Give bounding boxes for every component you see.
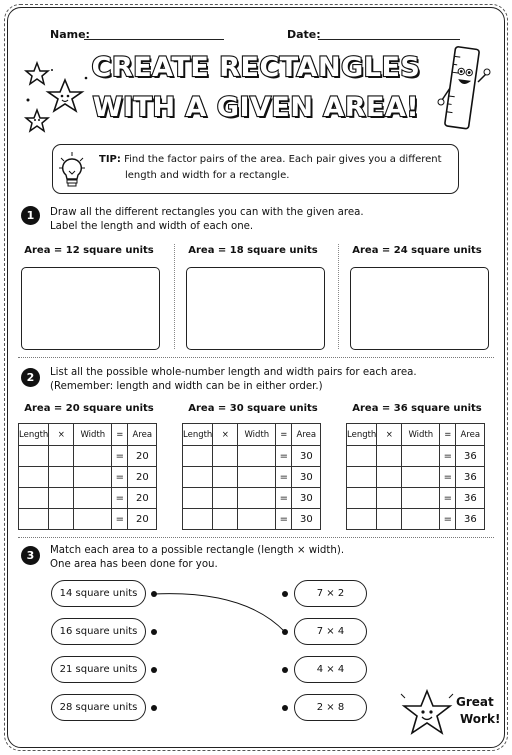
area-cell: 36 <box>456 509 485 530</box>
q3-instruction-1: Match each area to a possible rectangle (length × width). <box>50 545 345 556</box>
table-header: Width <box>74 424 112 446</box>
times-cell <box>49 509 74 530</box>
times-cell <box>377 446 402 467</box>
table-header: × <box>49 424 74 446</box>
length-cell[interactable] <box>183 446 213 467</box>
q2-table-title: Area = 36 square units <box>352 403 482 414</box>
question-1-badge: 1 <box>21 206 40 225</box>
rectangle-option[interactable]: 7 × 4 <box>294 618 367 645</box>
table-header: = <box>440 424 456 446</box>
lightbulb-icon <box>59 151 85 189</box>
q2-instruction-1: List all the possible whole-number length and width pairs for each area. <box>50 367 417 378</box>
times-cell <box>213 467 238 488</box>
equals-cell: = <box>112 446 128 467</box>
table-row <box>183 509 321 530</box>
table-header: Length <box>183 424 213 446</box>
tip-text-1: Find the factor pairs of the area. Each pair gives you a different <box>124 154 442 165</box>
match-line <box>150 585 290 635</box>
table-header: = <box>276 424 292 446</box>
width-cell[interactable] <box>238 467 276 488</box>
area-cell: 20 <box>128 467 157 488</box>
area-option[interactable]: 21 square units <box>51 656 146 683</box>
times-cell <box>213 446 238 467</box>
great-text: Great <box>456 695 494 709</box>
area-cell: 30 <box>292 467 321 488</box>
match-dot[interactable] <box>282 667 288 673</box>
equals-cell: = <box>440 467 456 488</box>
length-cell[interactable] <box>19 509 49 530</box>
drawing-area[interactable] <box>186 267 325 350</box>
rectangle-option[interactable]: 7 × 2 <box>294 580 367 607</box>
column-divider <box>338 244 339 349</box>
equals-cell: = <box>276 488 292 509</box>
length-cell[interactable] <box>19 467 49 488</box>
rectangle-option[interactable]: 2 × 8 <box>294 694 367 721</box>
question-2-badge: 2 <box>21 368 40 387</box>
length-cell[interactable] <box>347 509 377 530</box>
length-cell[interactable] <box>347 488 377 509</box>
table-header: Area <box>456 424 485 446</box>
q1-instruction-2: Label the length and width of each one. <box>50 221 254 232</box>
length-cell[interactable] <box>19 488 49 509</box>
table-header: × <box>377 424 402 446</box>
equals-cell: = <box>112 467 128 488</box>
equals-cell: = <box>276 467 292 488</box>
question-3-badge: 3 <box>21 546 40 565</box>
table-row <box>19 488 157 509</box>
area-cell: 20 <box>128 488 157 509</box>
equals-cell: = <box>276 509 292 530</box>
section-divider <box>18 537 494 538</box>
equals-cell: = <box>112 509 128 530</box>
star-character-icon <box>398 688 456 738</box>
length-cell[interactable] <box>347 467 377 488</box>
table-header: = <box>112 424 128 446</box>
times-cell <box>49 446 74 467</box>
width-cell[interactable] <box>402 509 440 530</box>
area-option[interactable]: 28 square units <box>51 694 146 721</box>
table-row <box>19 467 157 488</box>
times-cell <box>213 488 238 509</box>
width-cell[interactable] <box>402 446 440 467</box>
q2-instruction-2: (Remember: length and width can be in either order.) <box>50 381 323 392</box>
times-cell <box>377 509 402 530</box>
width-cell[interactable] <box>74 446 112 467</box>
match-dot[interactable] <box>282 705 288 711</box>
tip-box <box>52 144 459 194</box>
length-cell[interactable] <box>347 446 377 467</box>
q1-area-label: Area = 24 square units <box>352 245 482 256</box>
q1-area-label: Area = 12 square units <box>24 245 154 256</box>
width-cell[interactable] <box>238 509 276 530</box>
length-cell[interactable] <box>183 467 213 488</box>
table-header: Length <box>19 424 49 446</box>
length-cell[interactable] <box>183 488 213 509</box>
match-dot[interactable] <box>151 705 157 711</box>
q1-area-label: Area = 18 square units <box>188 245 318 256</box>
times-cell <box>213 509 238 530</box>
equals-cell: = <box>440 488 456 509</box>
table-row <box>347 467 485 488</box>
tip-text-2: length and width for a rectangle. <box>125 170 290 181</box>
table-row <box>183 488 321 509</box>
title-line-2: WITH A GIVEN AREA! <box>92 92 420 123</box>
table-row <box>183 467 321 488</box>
table-row <box>19 446 157 467</box>
length-cell[interactable] <box>183 509 213 530</box>
match-dot[interactable] <box>151 667 157 673</box>
table-header: Width <box>238 424 276 446</box>
width-cell[interactable] <box>74 509 112 530</box>
q2-table-title: Area = 20 square units <box>24 403 154 414</box>
times-cell <box>49 488 74 509</box>
width-cell[interactable] <box>238 446 276 467</box>
q3-instruction-2: One area has been done for you. <box>50 559 218 570</box>
equals-cell: = <box>276 446 292 467</box>
factor-pairs-table <box>182 423 321 530</box>
q2-table-title: Area = 30 square units <box>188 403 318 414</box>
drawing-area[interactable] <box>21 267 160 350</box>
width-cell[interactable] <box>74 488 112 509</box>
table-header: Length <box>347 424 377 446</box>
date-field[interactable] <box>318 39 460 40</box>
date-label: Date: <box>287 28 321 41</box>
table-header: Width <box>402 424 440 446</box>
area-cell: 30 <box>292 446 321 467</box>
section-divider <box>18 357 494 358</box>
table-header: × <box>213 424 238 446</box>
area-cell: 20 <box>128 509 157 530</box>
equals-cell: = <box>112 488 128 509</box>
times-cell <box>49 467 74 488</box>
area-cell: 30 <box>292 509 321 530</box>
title-line-1: CREATE RECTANGLES <box>91 52 421 83</box>
factor-pairs-table <box>18 423 157 530</box>
width-cell[interactable] <box>238 488 276 509</box>
name-label: Name: <box>50 28 90 41</box>
area-cell: 20 <box>128 446 157 467</box>
table-row <box>347 446 485 467</box>
equals-cell: = <box>440 509 456 530</box>
work-text: Work! <box>460 712 501 726</box>
table-row <box>347 488 485 509</box>
name-field[interactable] <box>84 39 224 40</box>
area-cell: 36 <box>456 467 485 488</box>
ruler-character-icon <box>434 42 494 134</box>
times-cell <box>377 467 402 488</box>
tip-label: TIP: <box>99 154 121 165</box>
area-option[interactable]: 16 square units <box>51 618 146 645</box>
length-cell[interactable] <box>19 446 49 467</box>
drawing-area[interactable] <box>350 267 489 350</box>
rectangle-option[interactable]: 4 × 4 <box>294 656 367 683</box>
width-cell[interactable] <box>402 467 440 488</box>
q1-instruction-1: Draw all the different rectangles you can with the given area. <box>50 207 364 218</box>
factor-pairs-table <box>346 423 485 530</box>
times-cell <box>377 488 402 509</box>
area-cell: 30 <box>292 488 321 509</box>
area-option[interactable]: 14 square units <box>51 580 146 607</box>
area-cell: 36 <box>456 488 485 509</box>
column-divider <box>174 244 175 349</box>
width-cell[interactable] <box>74 467 112 488</box>
table-header: Area <box>128 424 157 446</box>
area-cell: 36 <box>456 446 485 467</box>
table-row <box>183 446 321 467</box>
equals-cell: = <box>440 446 456 467</box>
table-header: Area <box>292 424 321 446</box>
table-row <box>347 509 485 530</box>
table-row <box>19 509 157 530</box>
width-cell[interactable] <box>402 488 440 509</box>
